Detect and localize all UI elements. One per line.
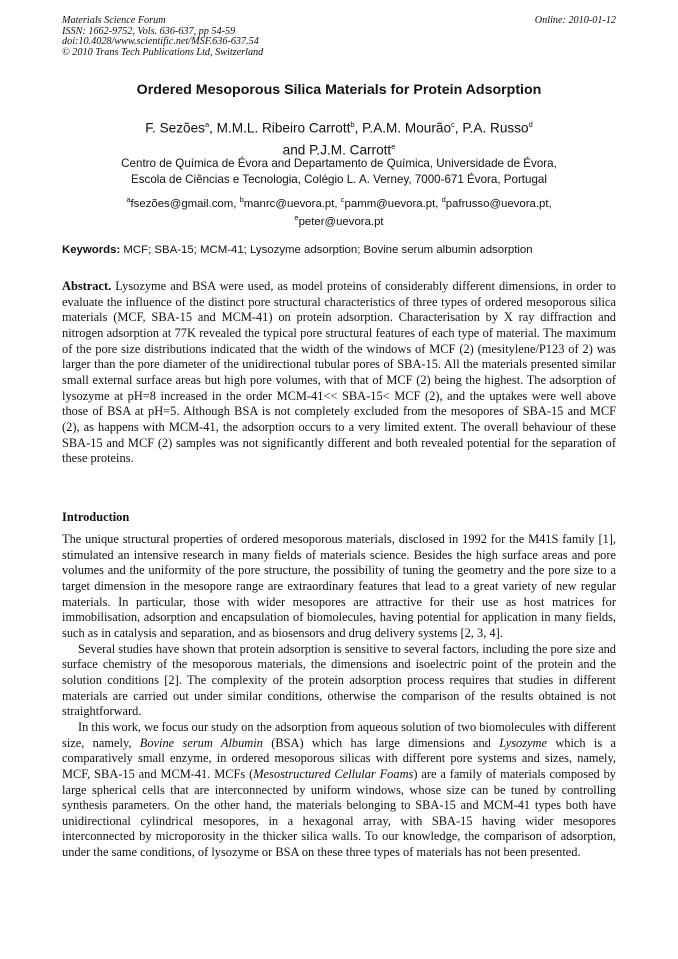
author-name: and P.J.M. Carrott [282, 142, 392, 158]
author-name: F. Sezões [145, 120, 205, 136]
abstract-text: Lysozyme and BSA were used, as model proteins of considerably different dimensions, in order to evaluate the influence of the distinct pore structural characteristics of three types of ordered mesoporous silica materials (MCF, SBA-15 and MCM-41) on protein adsorption. Characterisation by X ray diffraction and nitrogen adsorption at 77K revealed the typical pore structural features of each type of material. The maximum of the pore size distributions indicated that the width of the windows of MCF (2) (mesitylene/P123 of 2) was larger than the pore diameter of the unidirectional tubular pores of SBA-15. All the materials presented similar small external surface areas but high pore volumes, with that of MCF (2) being the highest. The adsorption of lysozyme at pH=8 increased in the order MCM-41<< SBA-15< MCF (2), and the uptakes were well above those of BSA at pH=5. Although BSA is not completely excluded from the mesopores of SBA-15 and MCF (2), as happens with MCM-41, the adsorption occurs to a very limited extent. The overall behaviour of these SBA-15 and MCF (2) samples was not significantly different and both revealed potential for the separation of these proteins. [62, 279, 616, 466]
author-affil-mark: c [451, 120, 455, 129]
italic-term: Lysozyme [499, 735, 547, 750]
email-link[interactable]: peter@uevora.pt [298, 215, 384, 228]
paragraph: Several studies have shown that protein adsorption is sensitive to several factors, including the pore size and surface chemistry of the mesoporous materials, the dimensions and isoelectric point of the protein and the solution conditions [2]. The complexity of the protein adsorption process requires that studies in different materials are carried out under similar conditions, otherwise the comparison of the results obtained is not straightforward. [62, 641, 616, 719]
author-name: , M.M.L. Ribeiro Carrott [209, 120, 351, 136]
email-link[interactable]: manrc@uevora.pt, [243, 197, 341, 210]
author-list [0, 116, 678, 159]
paragraph [62, 720, 616, 861]
journal-header [62, 16, 616, 58]
affiliation-line: Centro de Química de Évora and Departamento de Química, Universidade de Évora, [121, 157, 557, 170]
email-link[interactable]: fsezões@gmail.com, [130, 197, 240, 210]
abstract-label: Abstract. [62, 279, 112, 293]
email-mark: e [294, 212, 299, 222]
issn-line: ISSN: 1662-9752, Vols. 636-637, pp 54-59 [62, 25, 236, 37]
italic-term: Mesostructured Cellular Foams [253, 766, 414, 781]
italic-term: Bovine serum Albumin [139, 735, 263, 750]
affiliation [0, 156, 678, 187]
keywords-label: Keywords: [62, 244, 121, 256]
author-name: , P.A. Russo [454, 120, 529, 136]
author-affil-mark: e [391, 141, 396, 151]
email-link[interactable]: pafrusso@uevora.pt, [445, 197, 552, 210]
section-heading-introduction: Introduction [62, 510, 130, 524]
keywords-text: MCF; SBA-15; MCM-41; Lysozyme adsorption; Bovine serum albumin adsorption [120, 244, 533, 256]
author-name: , P.A.M. Mourão [354, 120, 452, 136]
email-mark: d [441, 195, 446, 204]
doi-line: doi:10.4028/www.scientific.net/MSF.636-637.54 [62, 36, 259, 48]
text-run: In this work, we focus our study on the adsorption from aqueous solution of two biomolecules with different size, namely, [62, 719, 616, 750]
affiliation-line: Escola de Ciências e Tecnologia, Colégio L. A. Verney, 7000-671 Évora, Portugal [131, 172, 547, 186]
email-mark: c [340, 195, 345, 204]
email-mark: a [126, 195, 131, 204]
author-affil-mark: d [528, 120, 533, 129]
author-affil-mark: a [204, 120, 210, 129]
journal-name: Materials Science Forum [62, 15, 166, 26]
author-affil-mark: b [350, 120, 355, 129]
text-run: (BSA) which has large dimensions and [262, 735, 500, 750]
text-run: ) are a family of materials composed by large spherical cells that are interconnected by uniform windows, whose size can be tuned by controlling synthesis parameters. On the other hand, the materials belonging to SBA-15 and MCM-41 types both have unidirectional cylindrical mesopores, in a hexagonal array, with SBA-15 having wider mesopores interconnected by microporosity in the thicker silica walls. To our knowledge, the comparison of adsorption, under the same conditions, of lysozyme or BSA on these three types of materials has not been presented. [62, 766, 616, 860]
online-date: Online: 2010-01-12 [534, 15, 616, 26]
paper-title: Ordered Mesoporous Silica Materials for Protein Adsorption [136, 82, 542, 98]
text-run: which is a comparatively small enzyme, in ordered mesoporous silicas with different pore systems and sizes, namely, MCF, SBA-15 and MCM-41. MCFs ( [62, 735, 617, 781]
email-link[interactable]: pamm@uevora.pt, [344, 197, 442, 210]
copyright-line: © 2010 Trans Tech Publications Ltd, Switzerland [62, 46, 264, 58]
abstract [62, 279, 616, 467]
keywords [62, 244, 622, 256]
paragraph: The unique structural properties of ordered mesoporous materials, disclosed in 1992 for the M41S family [1], stimulated an intensive research in many fields of materials science. Besides the high surface areas and pore volumes and the uniformity of the pore structure, the possibility of tuning the geometry and the pore size to a target dimension in the mesopore range are extraordinary features that lead to a great variety of new regular materials. In particular, those with wider mesopores are attractive for their use as host matrices for immobilisation, adsorption and encapsulation of biomolecules, having potential for application in many fields, such as in catalysis and separation, and as biosensors and drug delivery systems [2, 3, 4]. [62, 532, 616, 640]
author-emails [0, 193, 678, 229]
introduction-body [62, 532, 616, 861]
email-mark: b [239, 195, 244, 204]
